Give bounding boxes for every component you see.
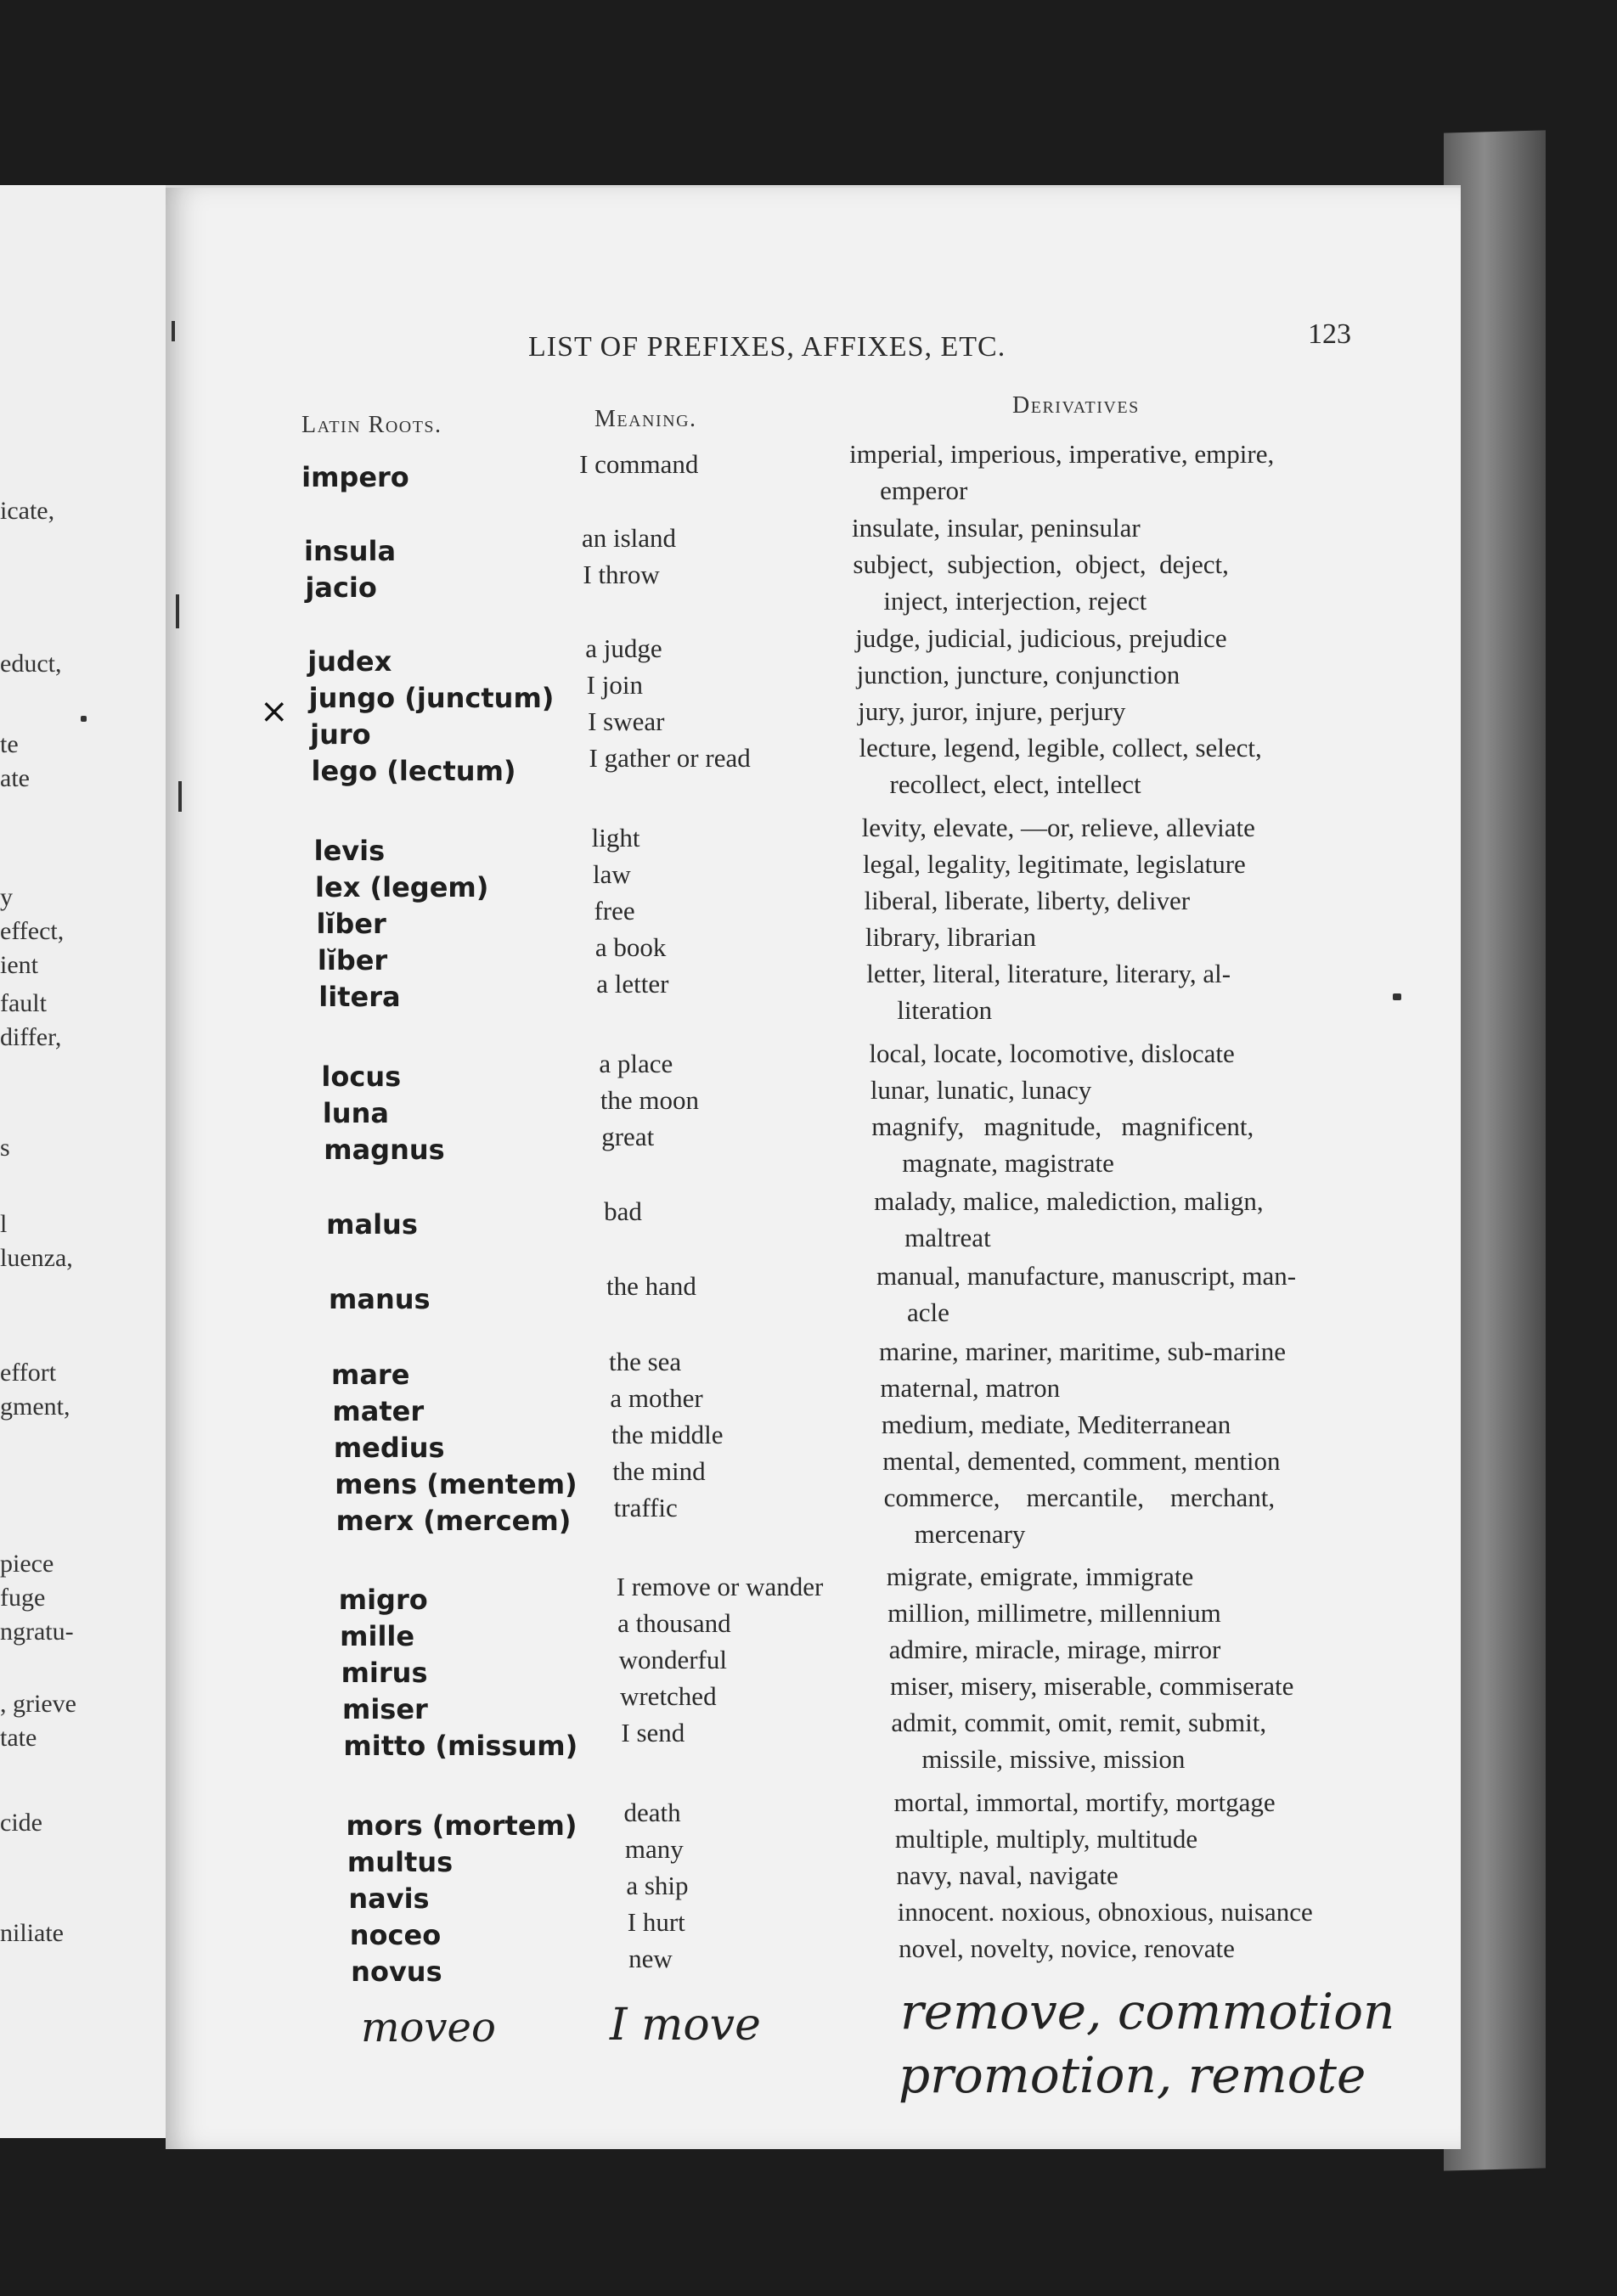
- left-page-fragment: educt,: [0, 650, 62, 678]
- latin-root: mors (mortem): [346, 1809, 578, 1842]
- derivatives-line: subject, subjection, object, deject,: [853, 549, 1229, 579]
- root-meaning: I swear: [588, 706, 665, 736]
- derivatives-line: novel, novelty, novice, renovate: [899, 1933, 1235, 1963]
- left-page-fragment: ient: [0, 951, 38, 979]
- latin-root: merx (mercem): [335, 1505, 572, 1537]
- derivatives-continuation: missile, missive, mission: [921, 1744, 1186, 1774]
- root-meaning: I gather or read: [589, 743, 751, 773]
- left-page: [0, 185, 168, 2138]
- latin-root: mille: [340, 1620, 415, 1652]
- root-meaning: I join: [586, 670, 643, 700]
- latin-root: mare: [330, 1359, 410, 1391]
- derivatives-line: commerce, mercantile, merchant,: [883, 1483, 1276, 1512]
- left-page-fragment: ate: [0, 764, 30, 792]
- derivatives-continuation: emperor: [880, 476, 968, 505]
- left-page-fragment: piece: [0, 1550, 54, 1578]
- derivatives-line: insulate, insular, peninsular: [851, 513, 1141, 543]
- root-meaning: wonderful: [618, 1645, 727, 1674]
- root-meaning: the middle: [611, 1420, 724, 1449]
- latin-root: noceo: [349, 1919, 442, 1951]
- left-page-fragment: differ,: [0, 1023, 62, 1051]
- derivatives-line: library, librarian: [865, 922, 1036, 952]
- root-meaning: the hand: [606, 1271, 696, 1301]
- root-meaning: traffic: [613, 1493, 678, 1522]
- derivatives-line: judge, judicial, judicious, prejudice: [855, 623, 1227, 653]
- latin-root: lego (lectum): [311, 755, 516, 787]
- latin-root: jungo (junctum): [308, 682, 555, 714]
- root-meaning: I command: [579, 449, 699, 479]
- left-page-fragment: l: [0, 1210, 8, 1238]
- handwritten-meaning: I move: [610, 2000, 761, 2051]
- left-page-fragment: s: [0, 1134, 10, 1162]
- derivatives-line: medium, mediate, Mediterranean: [881, 1410, 1231, 1439]
- derivatives-line: mortal, immortal, mortify, mortgage: [893, 1787, 1276, 1817]
- root-meaning: a letter: [596, 969, 669, 999]
- left-page-fragment: y: [0, 883, 13, 911]
- root-meaning: death: [623, 1798, 681, 1827]
- derivatives-line: liberal, liberate, liberty, deliver: [864, 886, 1191, 915]
- root-meaning: an island: [581, 523, 677, 553]
- latin-root: mater: [332, 1395, 425, 1427]
- running-header: LIST OF PREFIXES, AFFIXES, ETC.: [528, 331, 1006, 363]
- root-meaning: many: [624, 1834, 684, 1864]
- derivatives-continuation: maltreat: [904, 1223, 991, 1252]
- handwritten-derivatives-line1: remove, commotion: [900, 1983, 1395, 2040]
- derivatives-line: admire, miracle, mirage, mirror: [888, 1635, 1221, 1664]
- latin-root: judex: [307, 645, 392, 678]
- root-meaning: I send: [621, 1718, 685, 1747]
- gutter-line: [178, 781, 182, 812]
- gutter-line: [172, 321, 175, 341]
- ink-speck: [81, 716, 87, 722]
- left-page-fragment: luenza,: [0, 1244, 73, 1272]
- root-meaning: I hurt: [627, 1907, 685, 1937]
- derivatives-line: million, millimetre, millennium: [887, 1598, 1221, 1628]
- column-header-derivatives: Derivatives: [1012, 392, 1140, 419]
- derivatives-line: malady, malice, malediction, malign,: [874, 1186, 1264, 1216]
- root-meaning: a mother: [610, 1383, 703, 1413]
- root-meaning: a ship: [626, 1871, 689, 1900]
- latin-root: medius: [333, 1432, 445, 1464]
- left-page-fragment: fault: [0, 989, 47, 1017]
- root-meaning: a thousand: [617, 1608, 731, 1638]
- page-number: 123: [1308, 318, 1351, 350]
- derivatives-line: lecture, legend, legible, collect, select,: [859, 733, 1262, 763]
- left-page-fragment: , grieve: [0, 1690, 76, 1718]
- derivatives-line: local, locate, locomotive, dislocate: [869, 1038, 1235, 1068]
- derivatives-line: junction, juncture, conjunction: [856, 660, 1180, 689]
- root-meaning: the mind: [612, 1456, 706, 1486]
- root-meaning: bad: [604, 1196, 642, 1226]
- root-meaning: light: [591, 823, 640, 853]
- root-meaning: a place: [599, 1049, 673, 1078]
- latin-root: locus: [321, 1061, 402, 1093]
- latin-root: juro: [310, 718, 371, 751]
- latin-root: lĭber: [316, 908, 386, 940]
- latin-root: impero: [301, 461, 409, 493]
- derivatives-continuation: inject, interjection, reject: [883, 586, 1147, 616]
- latin-root: luna: [322, 1097, 389, 1129]
- latin-root: lex (legem): [315, 871, 489, 903]
- derivatives-line: innocent. noxious, obnoxious, nuisance: [897, 1897, 1313, 1927]
- latin-root: levis: [313, 835, 386, 867]
- root-meaning: wretched: [619, 1681, 717, 1711]
- latin-root: migro: [338, 1584, 428, 1616]
- derivatives-line: marine, mariner, maritime, sub-marine: [878, 1337, 1287, 1366]
- latin-root: mens (mentem): [335, 1468, 578, 1500]
- latin-root: lĭber: [317, 944, 388, 976]
- ink-speck: [1393, 993, 1401, 1000]
- latin-root: novus: [351, 1956, 442, 1988]
- column-header-meaning: Meaning.: [594, 406, 697, 432]
- latin-root: litera: [318, 981, 401, 1013]
- root-meaning: free: [594, 896, 635, 926]
- column-header-roots: Latin Roots.: [301, 412, 442, 438]
- root-meaning: I remove or wander: [616, 1572, 824, 1601]
- derivatives-line: miser, misery, miserable, commiserate: [889, 1671, 1294, 1701]
- derivatives-line: mental, demented, comment, mention: [882, 1446, 1281, 1476]
- left-page-fragment: fuge: [0, 1584, 46, 1612]
- root-meaning: I throw: [583, 560, 660, 589]
- derivatives-continuation: recollect, elect, intellect: [889, 769, 1141, 799]
- left-page-fragment: gment,: [0, 1393, 70, 1421]
- derivatives-line: imperial, imperious, imperative, empire,: [849, 439, 1275, 469]
- root-meaning: great: [601, 1122, 655, 1151]
- root-meaning: the moon: [600, 1085, 700, 1115]
- left-page-fragment: icate,: [0, 497, 55, 525]
- latin-root: multus: [346, 1846, 454, 1878]
- left-page-fragment: niliate: [0, 1919, 64, 1947]
- derivatives-line: multiple, multiply, multitude: [894, 1824, 1198, 1854]
- latin-root: insula: [303, 535, 397, 567]
- left-page-fragment: ngratu-: [0, 1618, 74, 1646]
- derivatives-line: navy, naval, navigate: [896, 1860, 1118, 1890]
- latin-root: mirus: [341, 1657, 428, 1689]
- derivatives-continuation: literation: [897, 995, 993, 1025]
- derivatives-line: legal, legality, legitimate, legislature: [863, 849, 1246, 879]
- derivatives-line: levity, elevate, —or, relieve, alleviate: [861, 813, 1255, 842]
- left-page-fragment: cide: [0, 1809, 42, 1837]
- root-meaning: a book: [594, 932, 667, 962]
- handwritten-root: moveo: [361, 2004, 496, 2051]
- derivatives-line: jury, juror, injure, perjury: [858, 696, 1126, 726]
- left-page-fragment: tate: [0, 1724, 37, 1752]
- derivatives-line: magnify, magnitude, magnificent,: [871, 1111, 1254, 1141]
- derivatives-line: migrate, emigrate, immigrate: [886, 1562, 1194, 1591]
- left-page-fragment: effort: [0, 1359, 57, 1387]
- left-page-fragment: effect,: [0, 917, 65, 945]
- latin-root: jacio: [305, 571, 377, 604]
- latin-root: mitto (missum): [343, 1730, 578, 1762]
- derivatives-continuation: mercenary: [914, 1519, 1026, 1549]
- left-page-fragment: te: [0, 730, 19, 758]
- latin-root: miser: [341, 1693, 428, 1725]
- derivatives-line: manual, manufacture, manuscript, man-: [876, 1261, 1297, 1291]
- root-meaning: new: [628, 1944, 673, 1973]
- root-meaning: a judge: [585, 633, 662, 663]
- latin-root: navis: [348, 1882, 430, 1915]
- derivatives-line: letter, literal, literature, literary, al-: [866, 959, 1231, 988]
- derivatives-line: admit, commit, omit, remit, submit,: [891, 1708, 1267, 1737]
- derivatives-continuation: magnate, magistrate: [902, 1148, 1114, 1178]
- gutter-line: [176, 594, 179, 628]
- latin-root: malus: [326, 1208, 418, 1241]
- derivatives-line: lunar, lunatic, lunacy: [870, 1075, 1092, 1105]
- derivatives-line: maternal, matron: [880, 1373, 1061, 1403]
- derivatives-continuation: acle: [907, 1297, 949, 1327]
- root-meaning: law: [593, 859, 631, 889]
- root-meaning: the sea: [608, 1347, 682, 1376]
- handwritten-derivatives-line2: promotion, remote: [899, 2046, 1366, 2104]
- latin-root: magnus: [324, 1134, 445, 1166]
- latin-root: manus: [329, 1283, 431, 1315]
- margin-mark: ×: [260, 692, 289, 731]
